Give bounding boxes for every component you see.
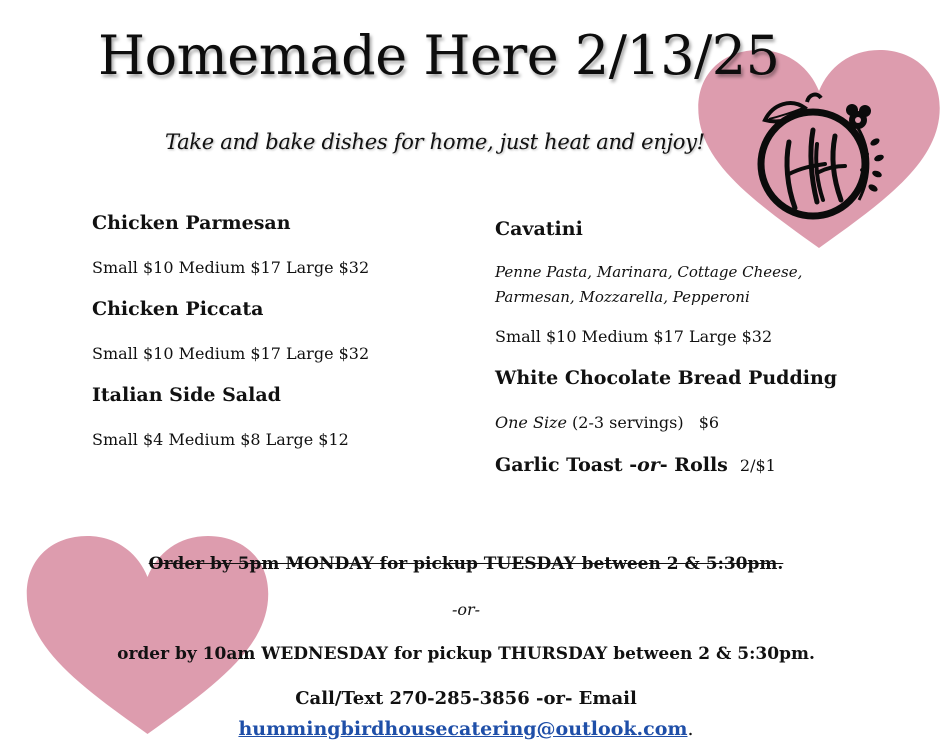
item-desc-cavatini	[495, 260, 802, 310]
order-deadline-wednesday: order by 10am WEDNESDAY for pickup THURSDAY between 2 & 5:30pm.	[117, 644, 815, 664]
item-size-bread-pudding: One Size	[495, 413, 567, 432]
item-name-garlic-toast	[495, 454, 776, 476]
item-cost-bread-pudding: $6	[698, 413, 720, 432]
item-price-chicken-parmesan: Small $10 Medium $17 Large $32	[92, 258, 370, 277]
email-period: .	[687, 718, 694, 740]
item-name-bread-pudding: White Chocolate Bread Pudding	[495, 367, 838, 389]
item-name-cavatini: Cavatini	[495, 218, 583, 240]
contact-phone: Call/Text 270-285-3856 -or- Email	[295, 688, 637, 709]
garlic-name-or: or	[637, 454, 660, 476]
item-desc-cavatini-line-1: Penne Pasta, Marinara, Cottage Cheese,	[495, 263, 803, 281]
item-price-bread-pudding	[495, 413, 719, 432]
item-price-garlic-toast: 2/$1	[739, 456, 776, 475]
item-desc-cavatini-line-2: Parmesan, Mozzarella, Pepperoni	[495, 288, 750, 306]
item-price-cavatini: Small $10 Medium $17 Large $32	[495, 327, 773, 346]
tagline: Take and bake dishes for home, just heat and enjoy!	[165, 130, 705, 154]
hummingbird-house-logo	[755, 90, 895, 230]
garlic-name-part-1: Garlic Toast -	[495, 454, 638, 476]
item-name-chicken-parmesan: Chicken Parmesan	[92, 212, 291, 234]
contact-email-line	[0, 718, 932, 740]
item-name-italian-side-salad: Italian Side Salad	[92, 384, 281, 406]
email-link[interactable]: hummingbirdhousecatering@outlook.com	[238, 718, 688, 740]
order-deadline-monday: Order by 5pm MONDAY for pickup TUESDAY between 2 & 5:30pm.	[148, 554, 784, 574]
item-servings-bread-pudding: (2-3 servings)	[572, 413, 684, 432]
item-price-chicken-piccata: Small $10 Medium $17 Large $32	[92, 344, 370, 363]
order-or-separator: -or-	[451, 600, 481, 619]
garlic-name-part-2: - Rolls	[659, 454, 728, 476]
item-name-chicken-piccata: Chicken Piccata	[92, 298, 264, 320]
page-title: Homemade Here 2/13/25	[98, 24, 780, 87]
item-price-italian-side-salad: Small $4 Medium $8 Large $12	[92, 430, 349, 449]
